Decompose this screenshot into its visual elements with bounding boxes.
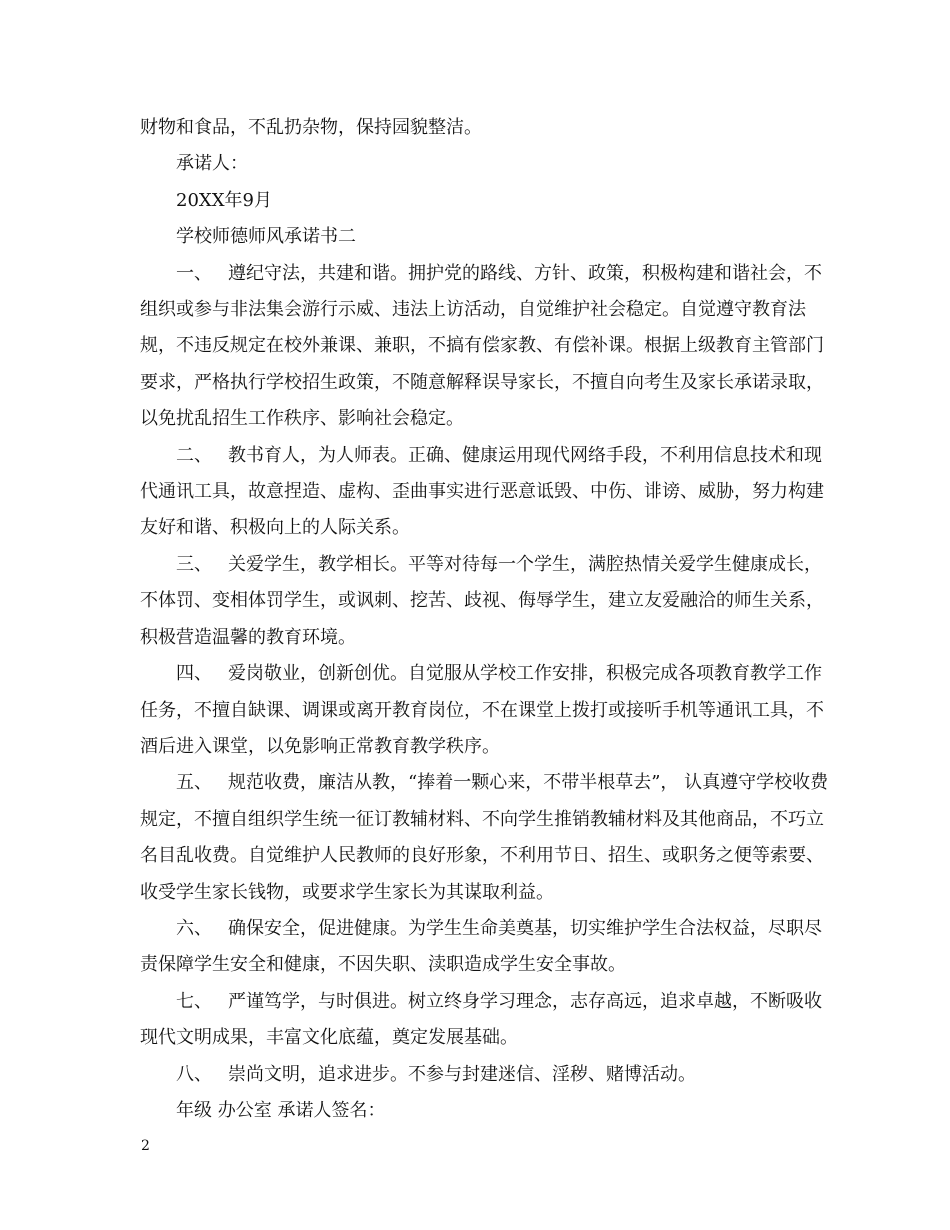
date-line: 20XX年9月 — [176, 189, 272, 211]
commitment-item-7 — [140, 984, 830, 1057]
commitment-item-6 — [140, 911, 830, 984]
item-number: 三、 — [176, 553, 212, 575]
commitment-item-5 — [140, 765, 830, 911]
signatory-label: 承诺人： — [176, 153, 248, 175]
item-number: 四、 — [176, 663, 212, 685]
item-number: 七、 — [176, 990, 212, 1012]
item-text: 关爱学生，教学相长。平等对待每一个学生，满腔热情关爱学生健康成长，不体罚、变相体罚学生，或讽刺、挖苦、歧视、侮辱学生，建立友爱融洽的师生关系，积极营造温馨的教育环境。 — [140, 553, 824, 648]
commitment-item-1 — [140, 256, 830, 438]
document-body — [140, 110, 830, 1129]
item-text: 规范收费，廉洁从教，“捧着一颗心来，不带半根草去”， 认真遵守学校收费规定，不擅自组织学生统一征订教辅材料、不向学生推销教辅材料及其他商品，不巧立名目乱收费。自觉维护人民教师的良好形象，不利用节日、招生、或职务之便等索要、收受学生家长钱物，或要求学生家长为其谋取利益。 — [140, 772, 829, 903]
item-number: 五、 — [176, 772, 212, 794]
item-number: 八、 — [176, 1063, 212, 1085]
page-number: 2 — [141, 1138, 150, 1154]
item-number: 六、 — [176, 917, 212, 939]
item-number: 一、 — [176, 262, 212, 284]
item-text: 爱岗敬业，创新创优。自觉服从学校工作安排，积极完成各项教育教学工作任务，不擅自缺课、调课或离开教育岗位，不在课堂上拨打或接听手机等通讯工具，不酒后进入课堂，以免影响正常教育教学秩序。 — [140, 663, 824, 757]
item-number: 二、 — [176, 444, 212, 466]
continuation-paragraph: 财物和食品，不乱扔杂物，保持园貌整洁。 — [140, 117, 482, 138]
item-text: 确保安全，促进健康。为学生生命美奠基，切实维护学生合法权益，尽职尽责保障学生安全和健康，不因失职、渎职造成学生安全事故。 — [140, 917, 822, 976]
commitment-item-3 — [140, 547, 830, 656]
item-text: 遵纪守法，共建和谐。拥护党的路线、方针、政策，积极构建和谐社会，不组织或参与非法集会游行示威、违法上访活动，自觉维护社会稳定。自觉遵守教育法规，不违反规定在校外兼课、兼职，不搞有偿家教、有偿补课。根据上级教育主管部门要求，严格执行学校招生政策，不随意解释误导家长，不擅自向考生及家长承诺录取，以免扰乱招生工作秩序、影响社会稳定。 — [140, 262, 824, 430]
item-text: 教书育人，为人师表。正确、健康运用现代网络手段，不利用信息技术和现代通讯工具，故意捏造、虚构、歪曲事实进行恶意诋毁、中伤、诽谤、威胁，努力构建友好和谐、积极向上的人际关系。 — [140, 444, 824, 539]
section-title: 学校师德师风承诺书二 — [176, 226, 356, 248]
commitment-item-4 — [140, 656, 830, 765]
item-text: 严谨笃学，与时俱进。树立终身学习理念，志存高远，追求卓越，不断吸收现代文明成果，丰富文化底蕴，奠定发展基础。 — [140, 990, 822, 1049]
commitment-item-2 — [140, 438, 830, 547]
item-text: 崇尚文明，追求进步。不参与封建迷信、淫秽、赌博活动。 — [228, 1063, 696, 1085]
commitment-item-8 — [140, 1057, 830, 1093]
signature-line: 年级 办公室 承诺人签名： — [176, 1099, 386, 1121]
